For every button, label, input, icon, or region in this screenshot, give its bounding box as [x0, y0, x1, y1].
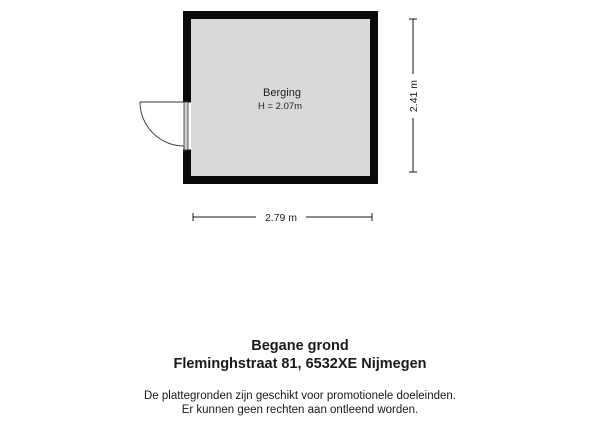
- room-name: Berging: [263, 87, 301, 99]
- door: [140, 102, 188, 152]
- disclaimer-line-1: De plattegronden zijn geschikt voor promotionele doeleinden.: [144, 390, 456, 402]
- width-dimension-label: 2.79 m: [264, 212, 298, 224]
- door-swing-arc: [140, 102, 184, 146]
- width-dimension: [193, 209, 372, 225]
- depth-dimension-label: 2.41 m: [408, 79, 420, 113]
- depth-dimension: [406, 19, 420, 172]
- address: Fleminghstraat 81, 6532XE Nijmegen: [173, 356, 427, 372]
- plan-title-block: [0, 337, 600, 373]
- disclaimer-line-2: Er kunnen geen rechten aan ontleend worden.: [181, 404, 419, 416]
- disclaimer: [0, 389, 600, 417]
- room-height: H = 2.07m: [257, 101, 303, 112]
- door-leaf: [184, 102, 188, 150]
- floor-name: Begane grond: [251, 338, 349, 354]
